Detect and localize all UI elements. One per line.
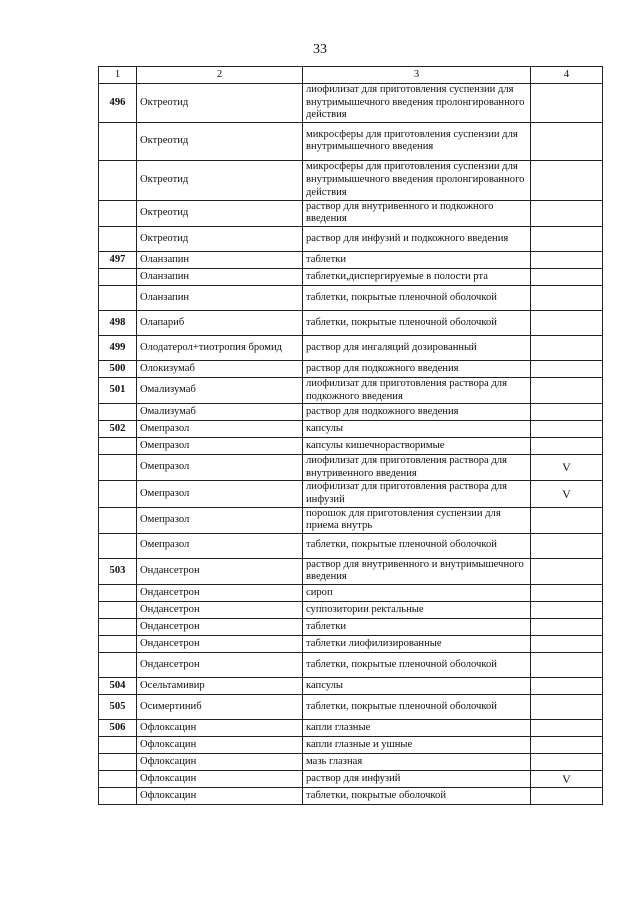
dosage-form: микросферы для приготовления суспензии для внутримышечного введения: [303, 122, 531, 160]
drug-name: Осельтамивир: [137, 677, 303, 694]
column-header-4: 4: [531, 67, 603, 84]
table-row: [99, 84, 603, 123]
mark-cell: [531, 719, 603, 736]
row-number: [99, 438, 137, 455]
drug-name: Оланзапин: [137, 251, 303, 268]
row-number: [99, 652, 137, 677]
mark-cell: [531, 438, 603, 455]
table-row: [99, 618, 603, 635]
row-number: [99, 404, 137, 421]
table-row: [99, 360, 603, 377]
row-number: [99, 787, 137, 804]
mark-cell: [531, 736, 603, 753]
mark-cell: [531, 160, 603, 200]
drug-name: Оланзапин: [137, 285, 303, 310]
table-row: [99, 377, 603, 403]
dosage-form: таблетки, покрытые пленочной оболочкой: [303, 285, 531, 310]
mark-cell: [531, 618, 603, 635]
mark-cell: [531, 601, 603, 618]
row-number: [99, 285, 137, 310]
dosage-form: таблетки, покрытые пленочной оболочкой: [303, 310, 531, 335]
drug-name: Офлоксацин: [137, 753, 303, 770]
drug-name: Омепразол: [137, 421, 303, 438]
table-row: [99, 753, 603, 770]
mark-cell: [531, 268, 603, 285]
mark-cell: V: [531, 455, 603, 481]
table-row: [99, 251, 603, 268]
mark-cell: [531, 285, 603, 310]
dosage-form: капсулы: [303, 421, 531, 438]
mark-cell: V: [531, 481, 603, 507]
mark-cell: [531, 360, 603, 377]
row-number: 504: [99, 677, 137, 694]
dosage-form: таблетки: [303, 251, 531, 268]
drug-name: Олапариб: [137, 310, 303, 335]
row-number: [99, 601, 137, 618]
mark-cell: [531, 507, 603, 533]
mark-cell: [531, 226, 603, 251]
dosage-form: суппозитории ректальные: [303, 601, 531, 618]
table-row: [99, 652, 603, 677]
row-number: 496: [99, 84, 137, 123]
table-row: [99, 787, 603, 804]
row-number: [99, 160, 137, 200]
dosage-form: микросферы для приготовления суспензии для внутримышечного введения пролонгированного действия: [303, 160, 531, 200]
table-row: [99, 584, 603, 601]
table-row: [99, 421, 603, 438]
drug-name: Октреотид: [137, 122, 303, 160]
table-row: [99, 601, 603, 618]
row-number: 502: [99, 421, 137, 438]
dosage-form: раствор для ингаляций дозированный: [303, 335, 531, 360]
row-number: 498: [99, 310, 137, 335]
table-row: [99, 404, 603, 421]
mark-cell: [531, 310, 603, 335]
dosage-form: сироп: [303, 584, 531, 601]
column-header-2: 2: [137, 67, 303, 84]
drug-name: Офлоксацин: [137, 736, 303, 753]
table-row: [99, 268, 603, 285]
table-row: [99, 736, 603, 753]
drug-name: Офлоксацин: [137, 719, 303, 736]
mark-cell: V: [531, 770, 603, 787]
dosage-form: таблетки лиофилизированные: [303, 635, 531, 652]
dosage-form: раствор для инфузий и подкожного введения: [303, 226, 531, 251]
row-number: 503: [99, 558, 137, 584]
drug-name: Оланзапин: [137, 268, 303, 285]
drug-name: Офлоксацин: [137, 770, 303, 787]
mark-cell: [531, 335, 603, 360]
row-number: 500: [99, 360, 137, 377]
drug-name: Ондансетрон: [137, 584, 303, 601]
drug-name: Омепразол: [137, 507, 303, 533]
dosage-form: таблетки,диспергируемые в полости рта: [303, 268, 531, 285]
drug-name: Ондансетрон: [137, 652, 303, 677]
mark-cell: [531, 635, 603, 652]
dosage-form: таблетки, покрытые пленочной оболочкой: [303, 694, 531, 719]
dosage-form: капсулы кишечнорастворимые: [303, 438, 531, 455]
dosage-form: раствор для подкожного введения: [303, 360, 531, 377]
table-row: [99, 122, 603, 160]
drug-name: Ондансетрон: [137, 558, 303, 584]
drug-name: Омализумаб: [137, 377, 303, 403]
mark-cell: [531, 533, 603, 558]
row-number: [99, 584, 137, 601]
row-number: [99, 736, 137, 753]
table-row: [99, 677, 603, 694]
row-number: [99, 455, 137, 481]
row-number: [99, 507, 137, 533]
row-number: [99, 200, 137, 226]
dosage-form: раствор для инфузий: [303, 770, 531, 787]
row-number: 501: [99, 377, 137, 403]
row-number: [99, 533, 137, 558]
row-number: 497: [99, 251, 137, 268]
row-number: [99, 618, 137, 635]
drug-name: Осимертиниб: [137, 694, 303, 719]
drug-name: Омепразол: [137, 455, 303, 481]
row-number: [99, 770, 137, 787]
dosage-form: раствор для подкожного введения: [303, 404, 531, 421]
mark-cell: [531, 584, 603, 601]
page-number: 33: [313, 42, 327, 57]
row-number: [99, 268, 137, 285]
dosage-form: таблетки, покрытые оболочкой: [303, 787, 531, 804]
dosage-form: раствор для внутривенного и подкожного введения: [303, 200, 531, 226]
drug-name: Омепразол: [137, 438, 303, 455]
row-number: 505: [99, 694, 137, 719]
drug-name: Омепразол: [137, 533, 303, 558]
drug-name: Ондансетрон: [137, 635, 303, 652]
dosage-form: мазь глазная: [303, 753, 531, 770]
table-row: [99, 335, 603, 360]
column-header-1: 1: [99, 67, 137, 84]
dosage-form: таблетки: [303, 618, 531, 635]
drug-name: Октреотид: [137, 160, 303, 200]
row-number: [99, 122, 137, 160]
column-header-3: 3: [303, 67, 531, 84]
row-number: 499: [99, 335, 137, 360]
dosage-form: порошок для приготовления суспензии для приема внутрь: [303, 507, 531, 533]
dosage-form: лиофилизат для приготовления раствора для инфузий: [303, 481, 531, 507]
dosage-form: таблетки, покрытые пленочной оболочкой: [303, 652, 531, 677]
table-row: [99, 200, 603, 226]
row-number: 506: [99, 719, 137, 736]
drug-name: Октреотид: [137, 84, 303, 123]
table-body: [99, 67, 603, 805]
table-row: [99, 160, 603, 200]
mark-cell: [531, 200, 603, 226]
mark-cell: [531, 787, 603, 804]
table-row: [99, 558, 603, 584]
dosage-form: капли глазные и ушные: [303, 736, 531, 753]
row-number: [99, 753, 137, 770]
drug-name: Ондансетрон: [137, 618, 303, 635]
mark-cell: [531, 694, 603, 719]
table-row: [99, 438, 603, 455]
mark-cell: [531, 251, 603, 268]
dosage-form: лиофилизат для приготовления раствора для внутривенного введения: [303, 455, 531, 481]
table-row: [99, 770, 603, 787]
drug-name: Ондансетрон: [137, 601, 303, 618]
drug-name: Офлоксацин: [137, 787, 303, 804]
table-row: [99, 285, 603, 310]
row-number: [99, 635, 137, 652]
drug-name: Омепразол: [137, 481, 303, 507]
table-header-row: [99, 67, 603, 84]
mark-cell: [531, 421, 603, 438]
row-number: [99, 481, 137, 507]
row-number: [99, 226, 137, 251]
table-row: [99, 719, 603, 736]
mark-cell: [531, 122, 603, 160]
mark-cell: [531, 677, 603, 694]
mark-cell: [531, 377, 603, 403]
table-row: [99, 455, 603, 481]
table-row: [99, 481, 603, 507]
mark-cell: [531, 652, 603, 677]
table-row: [99, 635, 603, 652]
mark-cell: [531, 84, 603, 123]
table-row: [99, 310, 603, 335]
dosage-form: капли глазные: [303, 719, 531, 736]
dosage-form: таблетки, покрытые пленочной оболочкой: [303, 533, 531, 558]
dosage-form: лиофилизат для приготовления раствора для подкожного введения: [303, 377, 531, 403]
drug-name: Олодатерол+тиотропия бромид: [137, 335, 303, 360]
mark-cell: [531, 558, 603, 584]
drug-name: Октреотид: [137, 226, 303, 251]
drug-name: Октреотид: [137, 200, 303, 226]
mark-cell: [531, 753, 603, 770]
dosage-form: лиофилизат для приготовления суспензии для внутримышечного введения пролонгированного действия: [303, 84, 531, 123]
table-row: [99, 533, 603, 558]
table-row: [99, 507, 603, 533]
drug-name: Омализумаб: [137, 404, 303, 421]
dosage-form: капсулы: [303, 677, 531, 694]
table-row: [99, 226, 603, 251]
table-row: [99, 694, 603, 719]
drug-table: [98, 66, 603, 805]
mark-cell: [531, 404, 603, 421]
dosage-form: раствор для внутривенного и внутримышечного введения: [303, 558, 531, 584]
drug-name: Олокизумаб: [137, 360, 303, 377]
